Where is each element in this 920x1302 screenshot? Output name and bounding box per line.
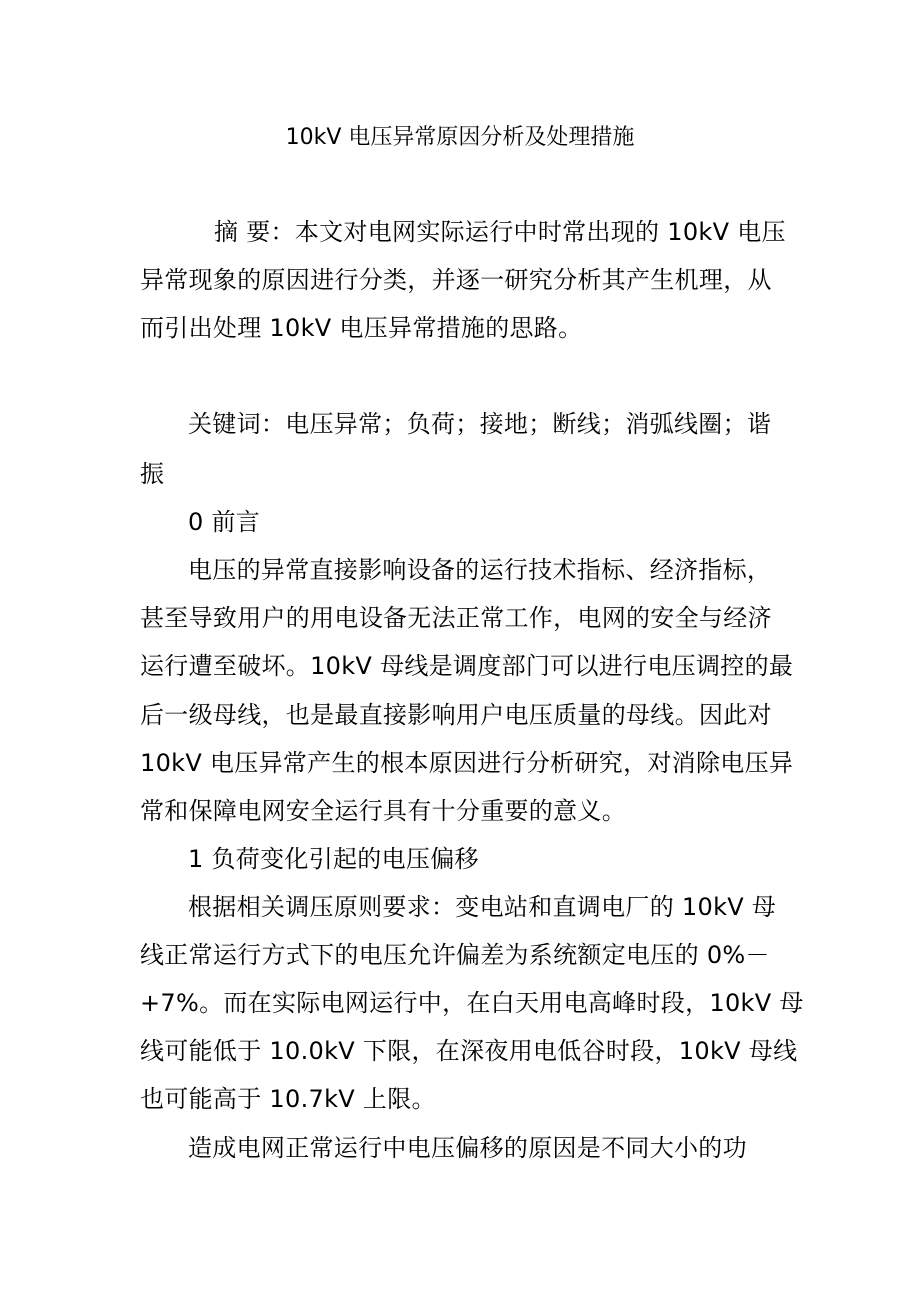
section0-line-6: 常和保障电网安全运行具有十分重要的意义。: [140, 797, 626, 825]
keywords-line-2: 振: [140, 460, 165, 488]
section1-p2-line-1: 造成电网正常运行中电压偏移的原因是不同大小的功: [188, 1134, 747, 1162]
section0-line-2: 甚至导致用户的用电设备无法正常工作，电网的安全与经济: [140, 604, 772, 632]
section1-p1-line-1: 根据相关调压原则要求：变电站和直调电厂的 10kV 母: [188, 893, 777, 921]
section1-p1-line-5: 也可能高于 10.7kV 上限。: [140, 1085, 436, 1113]
section1-p1-line-2: 线正常运行方式下的电压允许偏差为系统额定电压的 0%－: [140, 941, 770, 969]
abstract-line-3: 而引出处理 10kV 电压异常措施的思路。: [140, 314, 583, 342]
section0-line-3: 运行遭至破坏。10kV 母线是调度部门可以进行电压调控的最: [140, 652, 794, 680]
document-title: 10kV 电压异常原因分析及处理措施: [285, 125, 635, 150]
abstract-line-2: 异常现象的原因进行分类，并逐一研究分析其产生机理，从: [140, 266, 772, 294]
section-heading-1: 1 负荷变化引起的电压偏移: [188, 845, 479, 873]
section-heading-0: 0 前言: [188, 508, 261, 536]
section1-p1-line-4: 线可能低于 10.0kV 下限，在深夜用电低谷时段，10kV 母线: [140, 1037, 798, 1065]
abstract-line-1: 摘 要：本文对电网实际运行中时常出现的 10kV 电压: [214, 218, 786, 246]
section0-line-5: 10kV 电压异常产生的根本原因进行分析研究，对消除电压异: [140, 749, 794, 777]
section1-p1-line-3: +7%。而在实际电网运行中，在白天用电高峰时段，10kV 母: [140, 989, 804, 1017]
keywords-line-1: 关键词：电压异常；负荷；接地；断线；消弧线圈；谐: [188, 410, 772, 438]
section0-line-4: 后一级母线，也是最直接影响用户电压质量的母线。因此对: [140, 701, 772, 729]
section0-line-1: 电压的异常直接影响设备的运行技术指标、经济指标，: [188, 556, 772, 584]
